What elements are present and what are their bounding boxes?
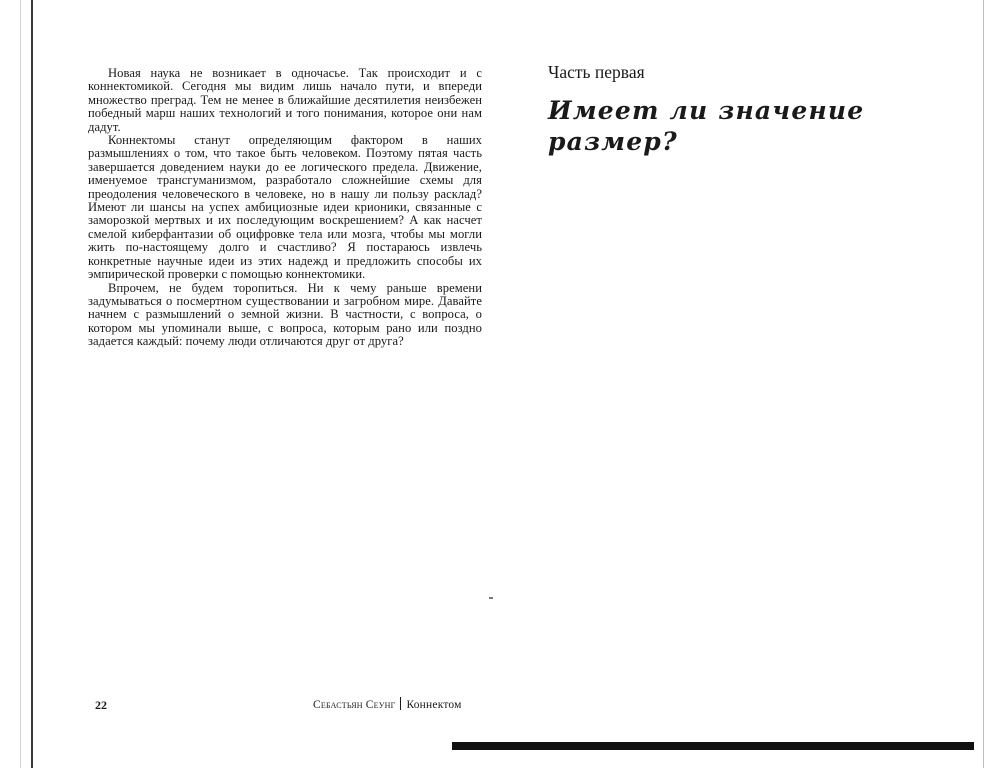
right-page-edge-line [983,0,984,768]
scan-speck [489,597,493,599]
scan-edge-line [20,0,21,768]
chapter-title-line-2: размер? [548,127,678,156]
scan-shadow-bar [452,742,974,750]
running-header [313,697,462,711]
paragraph-3: Впрочем, не будем торопиться. Ни к чему раньше времени задумываться о посмертном существовании и загробном мире. Давайте начнем с размышлений о земной жизни. В частности, с вопроса, о котором мы упоминали выше, с вопроса, которым рано или поздно задается каждый: почему люди отличаются друг от друга? [88,280,482,349]
chapter-title [548,95,968,157]
page-number: 22 [95,698,107,712]
page-footer [95,697,495,713]
running-separator [400,697,401,710]
part-label: Часть первая [548,62,645,82]
body-text [88,67,482,349]
left-page [88,67,482,349]
running-book-title: Коннектом [406,699,462,711]
right-page [548,62,968,157]
paragraph-2: Коннектомы станут определяющим фактором в наших размышлениях о том, что такое быть человеком. Поэтому пятая часть завершается доведением науки до ее логического предела. Движение, именуемое трансгуманизмом, разработало сложнейшие схемы для преодоления человеческого в человеке, но в нашу ли пользу расклад? Имеют ли шансы на успех амбициозные идеи крионики, связанные с заморозкой мертвых и их последующим воскрешением? А как насчет смелой киберфантазии об оцифровке тела или мозга, чтобы мы могли жить по-настоящему долго и счастливо? Я постараюсь извлечь конкретные научные идеи из этих надежд и предложить способы их эмпирической проверки с помощью коннектомики. [88,133,482,282]
running-author: Себастьян Сеунг [313,699,396,711]
page-edge-line [31,0,33,768]
paragraph-1: Новая наука не возникает в одночасье. Так происходит и с коннектомикой. Сегодня мы видим лишь начало пути, и впереди множество преград. Тем не менее в ближайшие десятилетия неизбежен победный марш наших технологий и того понимания, которое они нам дадут. [88,66,482,134]
chapter-title-line-1: Имеет ли значение [548,96,865,125]
